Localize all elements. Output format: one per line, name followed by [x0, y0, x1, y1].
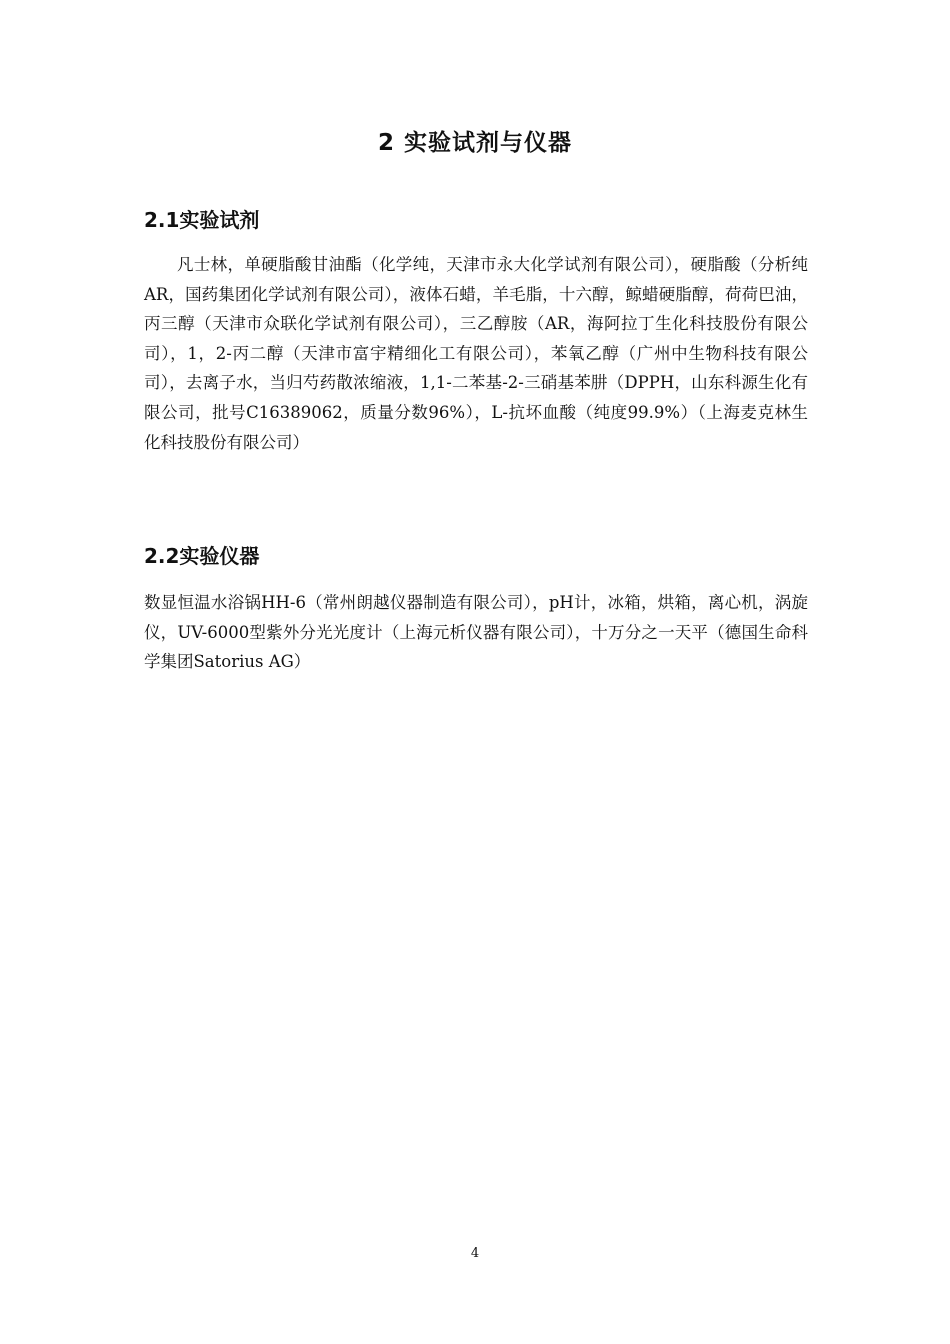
chapter-title: 2 实验试剂与仪器	[377, 130, 572, 156]
page-number: 4	[470, 1246, 480, 1261]
reagents-paragraph: 凡士林，单硬脂酸甘油酯（化学纯，天津市永大化学试剂有限公司），硬脂酸（分析纯AR，国药集团化学试剂有限公司），液体石蜡，羊毛脂，十六醇，鲸蜡硬脂醇，荷荷巴油，丙三醇（天津市众联化学试剂有限公司），三乙醇胺（AR，海阿拉丁生化科技股份有限公司），1，2-丙二醇（天津市富宇精细化工有限公司），苯氧乙醇（广州中生物科技有限公司），去离子水，当归芍药散浓缩液，1,1-二苯基-2-三硝基苯肼（DPPH，山东科源生化有限公司，批号C16389062，质量分数96%），L-抗坏血酸（纯度99.9%）（上海麦克林生化科技股份有限公司）	[144, 255, 808, 452]
section-title-instruments: 2.2实验仪器	[144, 544, 260, 568]
section-title-reagents: 2.1实验试剂	[144, 208, 260, 232]
instruments-paragraph: 数显恒温水浴锅HH-6（常州朗越仪器制造有限公司），pH计，冰箱，烘箱，离心机，涡旋仪，UV-6000型紫外分光光度计（上海元析仪器有限公司），十万分之一天平（德国生命科学集团Satorius AG）	[144, 593, 808, 672]
